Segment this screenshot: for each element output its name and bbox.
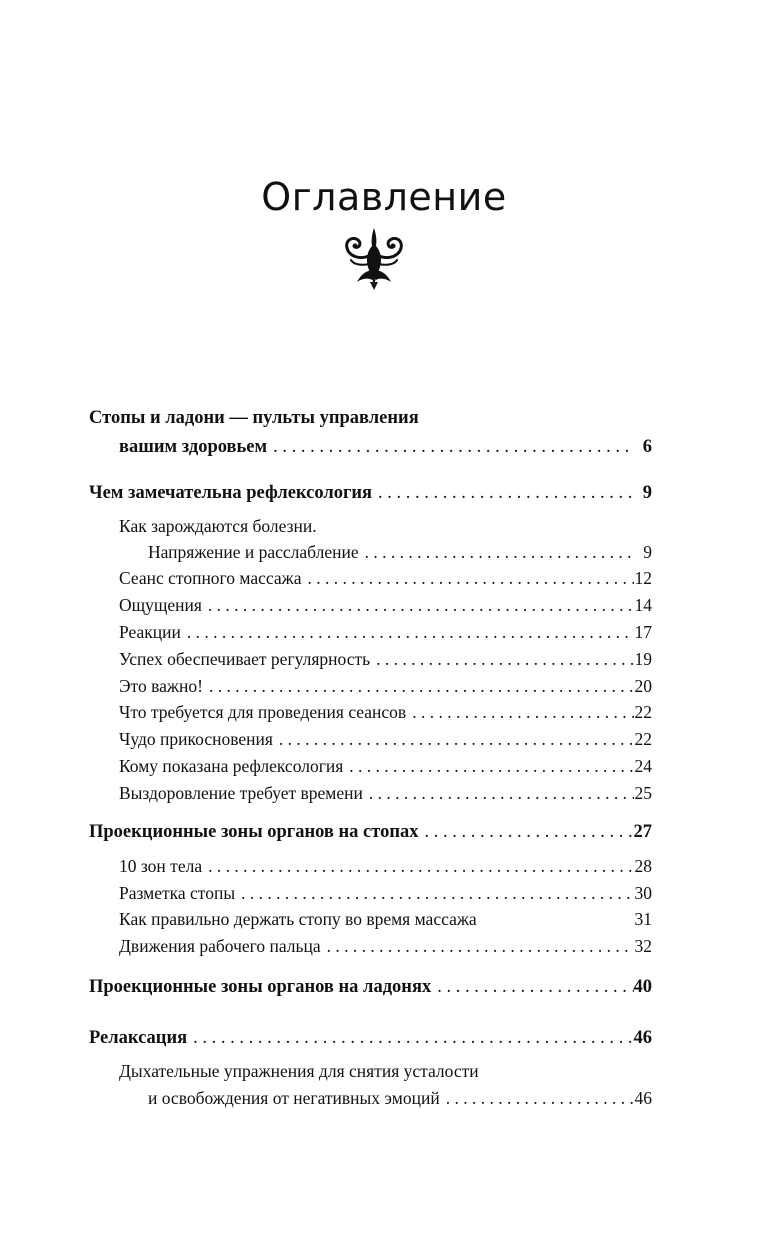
toc-page-number: 46 bbox=[633, 1028, 652, 1048]
dot-leader bbox=[369, 780, 634, 806]
toc-page-number: 27 bbox=[633, 822, 652, 842]
toc-entry-title-line: вашим здоровьем bbox=[119, 437, 268, 457]
dot-leader bbox=[446, 1085, 634, 1111]
toc-entry-title-line: Выздоровление требует времени bbox=[119, 783, 363, 803]
toc-page-number: 32 bbox=[634, 936, 652, 956]
dot-leader bbox=[365, 539, 634, 565]
toc-entry-title-line: Что требуется для проведения сеансов bbox=[119, 702, 407, 722]
dot-leader bbox=[279, 726, 634, 752]
toc-entry-title-line: Стопы и ладони — пульты управления bbox=[89, 408, 419, 428]
toc-entry-title-line: Успех обеспечивает регулярность bbox=[119, 649, 371, 669]
toc-entry-title-line: Сеанс стопного массажа bbox=[119, 568, 302, 588]
toc-entry-title-line: Разметка стопы bbox=[119, 883, 236, 903]
toc-page-number: 31 bbox=[634, 909, 652, 929]
toc-entry-title-line: Проекционные зоны органов на стопах bbox=[89, 822, 419, 842]
toc-page-number: 20 bbox=[634, 676, 652, 696]
toc-entry-title-line: Ощущения bbox=[119, 595, 202, 615]
dot-leader bbox=[349, 753, 634, 779]
dot-leader bbox=[273, 434, 634, 460]
dot-leader bbox=[378, 480, 634, 506]
toc-entry-title-line: Чудо прикосновения bbox=[119, 729, 273, 749]
toc-entry-title-line: и освобождения от негативных эмоций bbox=[148, 1088, 440, 1108]
dot-leader bbox=[209, 673, 634, 699]
dot-leader bbox=[208, 592, 634, 618]
toc-entry-title-line: 10 зон тела bbox=[119, 856, 203, 876]
dot-leader bbox=[187, 619, 634, 645]
toc-page-number: 17 bbox=[634, 622, 652, 642]
toc-page-number: 22 bbox=[634, 702, 652, 722]
dot-leader bbox=[425, 819, 634, 845]
dot-leader bbox=[327, 933, 634, 959]
dot-leader bbox=[241, 880, 634, 906]
toc-entry-title-line: Реакции bbox=[119, 622, 181, 642]
toc-entry-title-line: Кому показана рефлексология bbox=[119, 756, 344, 776]
toc-page-number: 28 bbox=[634, 856, 652, 876]
toc-page-number: 24 bbox=[634, 756, 652, 776]
toc-page-number: 46 bbox=[634, 1088, 652, 1108]
toc-entry-title-line: Релаксация bbox=[89, 1028, 188, 1048]
dot-leader bbox=[193, 1025, 634, 1051]
toc-entry-title-line: Проекционные зоны органов на ладонях bbox=[89, 977, 432, 997]
toc-entry-title-line: Дыхательные упражнения для снятия усталости bbox=[119, 1061, 479, 1081]
toc-entry-title-line: Это важно! bbox=[119, 676, 203, 696]
toc-page-number: 14 bbox=[634, 595, 652, 615]
page-title: Оглавление bbox=[261, 175, 507, 220]
toc-entry-title-line: Движения рабочего пальца bbox=[119, 936, 321, 956]
toc-page-number: 9 bbox=[643, 542, 652, 562]
dot-leader bbox=[437, 974, 634, 1000]
toc-entry-title-line: Напряжение и расслабление bbox=[148, 542, 359, 562]
toc-page-number: 40 bbox=[633, 977, 652, 997]
toc-page-number: 12 bbox=[634, 568, 652, 588]
toc-page-number: 25 bbox=[634, 783, 652, 803]
dot-leader bbox=[208, 853, 634, 879]
toc-entry-title-line: Как правильно держать стопу во время массажа bbox=[119, 909, 477, 929]
toc-page-number: 19 bbox=[634, 649, 652, 669]
toc-page-number: 22 bbox=[634, 729, 652, 749]
dot-leader bbox=[412, 699, 634, 725]
toc-page-number: 9 bbox=[642, 483, 652, 503]
toc-entry-title-line: Как зарождаются болезни. bbox=[119, 516, 317, 536]
toc-page-number: 6 bbox=[642, 437, 652, 457]
toc-entry-title-line: Чем замечательна рефлексология bbox=[89, 483, 373, 503]
dot-leader bbox=[308, 565, 634, 591]
toc-page-number: 30 bbox=[634, 883, 652, 903]
dot-leader bbox=[376, 646, 634, 672]
